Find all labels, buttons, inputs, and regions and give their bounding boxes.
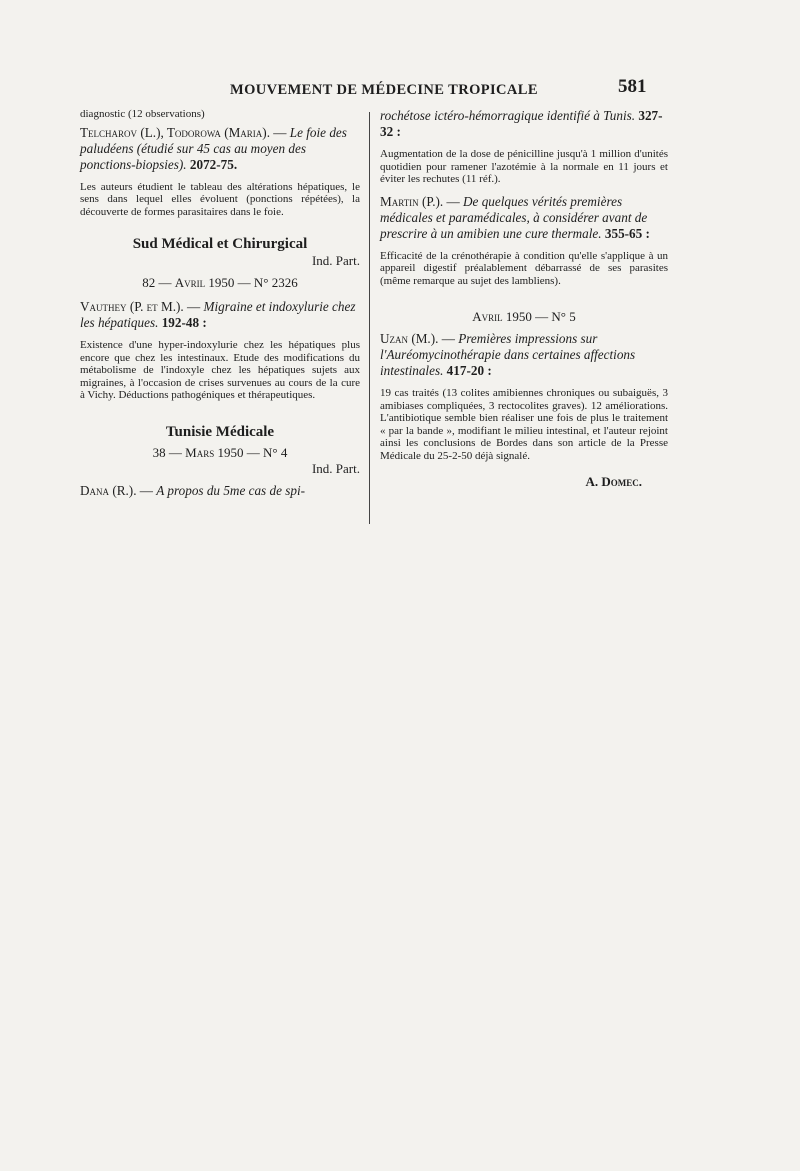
entry-authors: Uzan (M.). xyxy=(380,331,439,346)
bibliography-entry xyxy=(380,194,668,242)
entry-title: Le foie des paludéens (étudié sur 45 cas au moyen des ponctions-biopsies). xyxy=(80,124,347,172)
entry-dash: — xyxy=(438,331,459,346)
issue-rest: 1950 — N° 5 xyxy=(505,309,576,324)
entry-authors: Martin (P.). xyxy=(380,193,444,209)
bibliography-entry xyxy=(80,483,360,499)
issue-month: Avril xyxy=(174,275,206,290)
entry-pages: 2072-75. xyxy=(186,156,238,172)
issue-rest: 1950 — N° 2326 xyxy=(208,275,298,290)
bibliography-entry xyxy=(380,331,668,379)
entry-pages: 355-65 : xyxy=(601,225,650,241)
entry-pages: 327-32 : xyxy=(380,108,663,139)
issue-rest: 1950 — N° 4 xyxy=(217,444,288,460)
issue-line: 38 — Mars 1950 — N° 4 xyxy=(152,444,288,460)
fragment-text: diagnostic (12 observations) xyxy=(80,108,205,120)
bibliography-entry xyxy=(80,299,360,331)
entry-title: rochétose ictéro-hémorragique identifié à Tunis. xyxy=(380,108,636,123)
ind-part-label: Ind. Part. xyxy=(311,460,360,476)
issue-month: Mars xyxy=(185,444,215,460)
issue-month: Avril xyxy=(472,309,503,324)
bibliography-entry xyxy=(80,125,360,173)
page-number: 581 xyxy=(618,76,647,97)
entry-authors: Telcharov (L.), Todorowa (Maria). xyxy=(80,124,270,140)
entry-summary: Efficacité de la crénothérapie à condition qu'elle s'applique à un appareil digestif préalablement débarrassé de ses parasites (même remarque au sujet des lambliens). xyxy=(380,249,668,287)
entry-title: A propos du 5me cas de spi- xyxy=(156,482,305,498)
issue-line xyxy=(380,309,668,325)
right-column xyxy=(380,108,668,490)
issue-number: 38 xyxy=(152,444,166,460)
entry-pages: 192-48 : xyxy=(158,315,207,330)
entry-title: Migraine et indoxylurie chez les hépatiques. xyxy=(80,299,356,330)
entry-summary: Les auteurs étudient le tableau des altérations hépatiques, le sens dans lequel elles évoluent (ponctions répétées), la découverte de formes parasitaires dans le foie. xyxy=(80,180,360,218)
entry-dash: — xyxy=(270,124,290,140)
entry-summary: Existence d'une hyper-indoxylurie chez les hépatiques plus encore que chez les intestinaux. Etude des modifications du métabolisme de l'indoxyle chez les hépatiques sujets aux migraines, à l'occasion de crises survenues au cours de la cure à Vichy. Déductions pathogéniques et thérapeutiques. xyxy=(80,339,360,401)
entry-continuation xyxy=(380,108,668,140)
entry-dash: — xyxy=(443,193,464,209)
column-divider xyxy=(369,112,370,524)
entry-authors: Dana (R.). xyxy=(80,482,137,498)
entry-dash: — xyxy=(136,482,157,498)
entry-title: Premières impressions sur l'Auréomycinothérapie dans certaines affections intestinales. xyxy=(380,331,636,378)
entry-pages: 417-20 : xyxy=(443,363,492,378)
running-title: MOUVEMENT DE MÉDECINE TROPICALE xyxy=(230,82,538,98)
left-column xyxy=(80,108,360,499)
journal-title: Sud Médical et Chirurgical xyxy=(132,236,308,252)
ind-part-label: Ind. Part. xyxy=(311,253,360,268)
issue-line: 82 — Avril 1950 — N° 2326 xyxy=(142,275,298,290)
entry-summary: Augmentation de la dose de pénicilline jusqu'à 1 million d'unités quotidien pour ramener l'azotémie à la normale en 11 jours et éviter les rechutes (11 réf.). xyxy=(380,148,668,185)
entry-dash: — xyxy=(183,299,204,314)
entry-title: De quelques vérités premières médicales et paramédicales, à considérer avant de prescrire à un amibien une cure thermale. xyxy=(380,193,648,241)
author-signature: A. Domec. xyxy=(585,474,642,489)
entry-authors: Vauthey (P. et M.). xyxy=(80,299,184,314)
journal-title: Tunisie Médicale xyxy=(165,423,275,440)
entry-summary: 19 cas traités (13 colites amibiennes chroniques ou subaiguës, 3 amibiases compliquées, 3 rectocolites graves). 12 améliorations. L'antibiotique semble bien réaliser une fois de plus le traitement « par la bande », modifiant le milieu intestinal, et l'auteur rejoint ainsi les conclusions de Bordes dans son article de la Presse Médicale du 25-2-50 déjà signalé. xyxy=(380,387,668,462)
issue-number: 82 xyxy=(142,275,156,290)
